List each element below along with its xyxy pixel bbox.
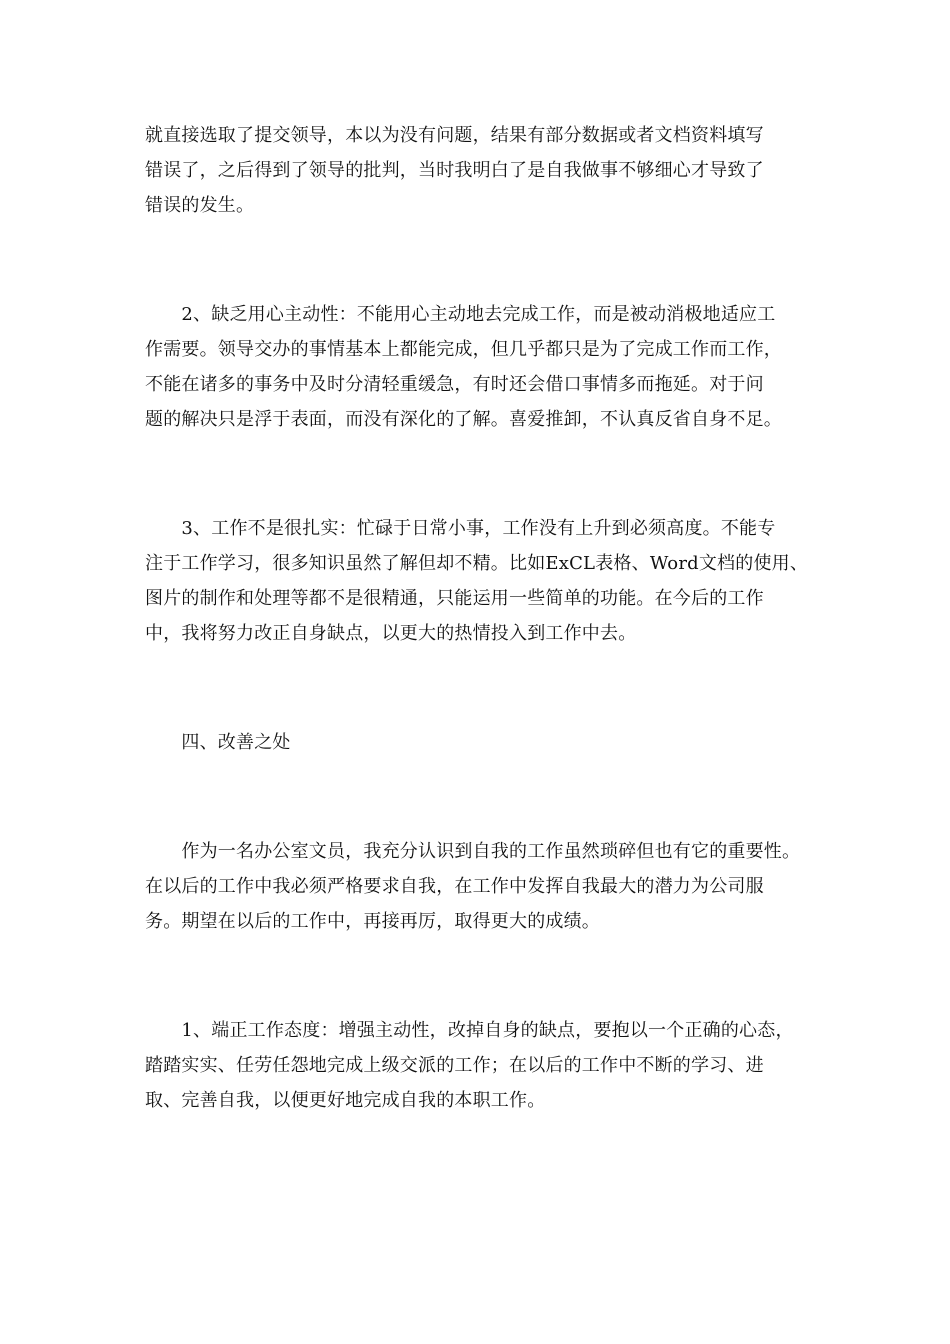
text-line: 作为一名办公室文员，我充分认识到自我的工作虽然琐碎但也有它的重要性。 [145,841,801,862]
text-line: 图片的制作和处理等都不是很精通，只能运用一些简单的功能。在今后的工作 [145,588,764,609]
text-line: 题的解决只是浮于表面，而没有深化的了解。喜爱推卸，不认真反省自身不足。 [145,409,782,430]
text-line: 1、端正工作态度：增强主动性，改掉自身的缺点，要抱以一个正确的心态， [145,1020,794,1041]
text-line: 错误的发生。 [145,195,255,216]
text-line: 2、缺乏用心主动性：不能用心主动地去完成工作，而是被动消极地适应工 [145,304,776,325]
text-line: 不能在诸多的事务中及时分清轻重缓急，有时还会借口事情多而拖延。对于问 [145,374,764,395]
text-line: 取、完善自我，以便更好地完成自我的本职工作。 [145,1090,546,1111]
text-line: 作需要。领导交办的事情基本上都能完成，但几乎都只是为了完成工作而工作， [145,339,782,360]
text-line: 就直接选取了提交领导，本以为没有问题，结果有部分数据或者文档资料填写 [145,125,764,146]
text-line: 注于工作学习，很多知识虽然了解但却不精。比如ExCL表格、Word文档的使用、 [145,553,809,574]
text-line: 3、工作不是很扎实：忙碌于日常小事，工作没有上升到必须高度。不能专 [145,518,776,539]
text-line: 务。期望在以后的工作中，再接再厉，取得更大的成绩。 [145,911,600,932]
section-heading: 四、改善之处 [145,732,291,753]
text-line: 中，我将努力改正自身缺点，以更大的热情投入到工作中去。 [145,623,637,644]
text-line: 在以后的工作中我必须严格要求自我，在工作中发挥自我最大的潜力为公司服 [145,876,764,897]
text-line: 踏踏实实、任劳任怨地完成上级交派的工作；在以后的工作中不断的学习、进 [145,1055,764,1076]
text-line: 错误了，之后得到了领导的批判，当时我明白了是自我做事不够细心才导致了 [145,160,764,181]
